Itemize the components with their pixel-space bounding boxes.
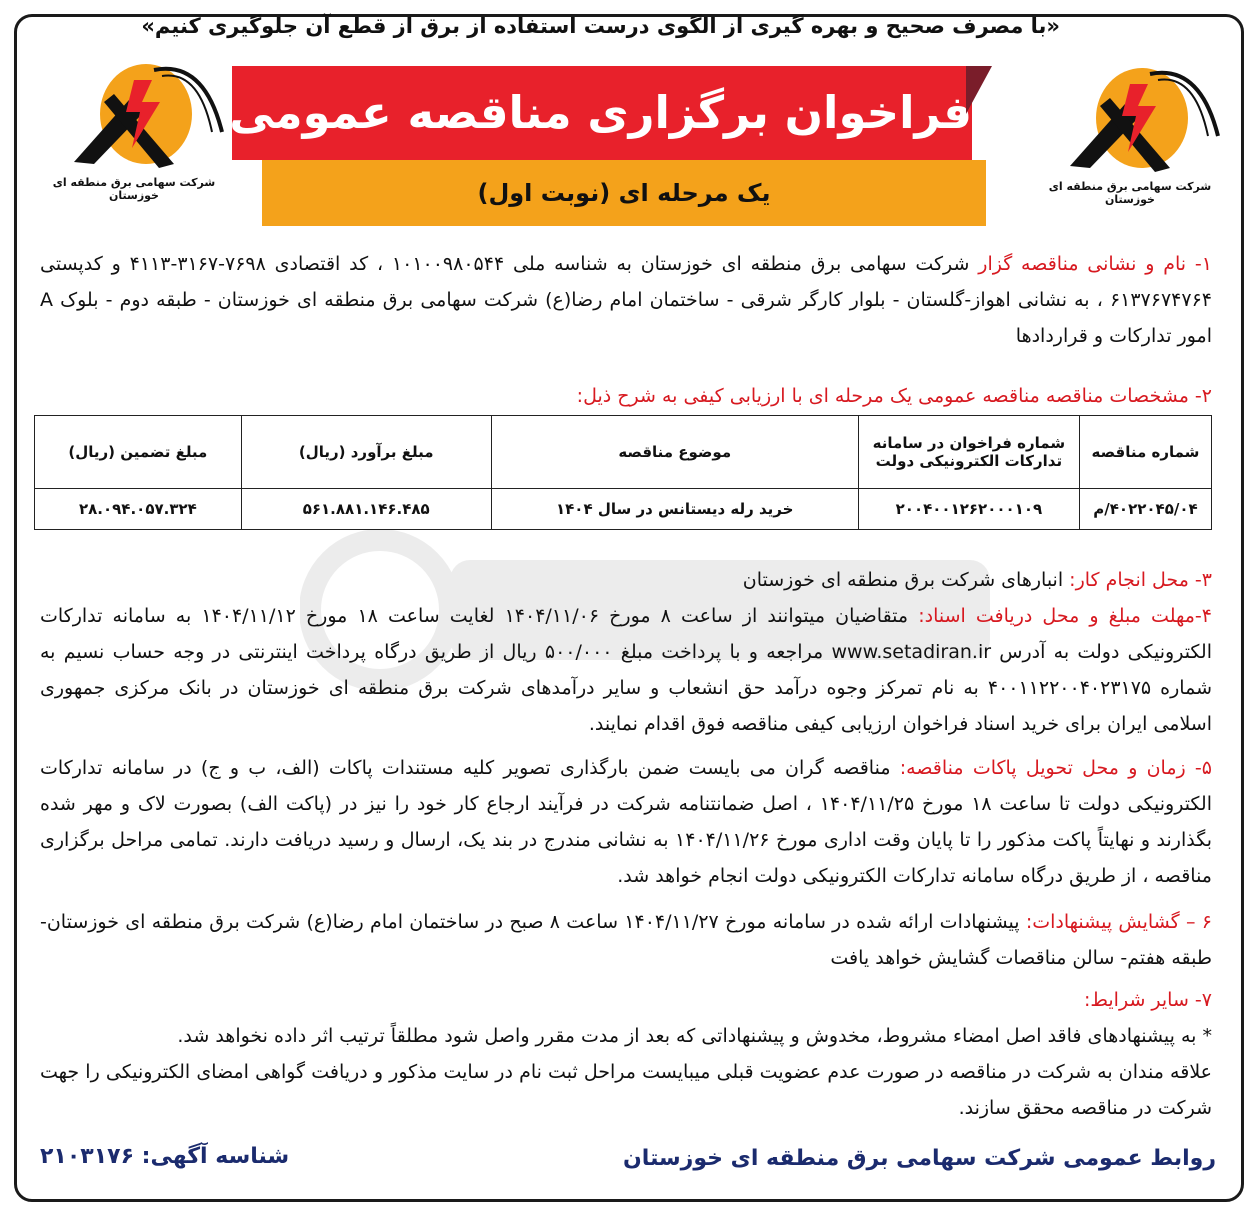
header-tender-number: شماره مناقصه (1079, 416, 1211, 489)
cell-guarantee: ۲۸.۰۹۴.۰۵۷.۳۲۴ (35, 489, 242, 530)
section-7-paragraph-2: علاقه مندان به شرکت در مناقصه در صورت عدم عضویت قبلی میبایست مراحل ثبت نام در سایت مذکور و دریافت گواهی امضای الکترونیکی را جهت شرکت در مناقصه محقق سازند. (40, 1061, 1212, 1119)
section-4 (40, 598, 1212, 742)
tender-table (34, 415, 1212, 530)
slogan: «با مصرف صحیح و بهره گیری از الگوی درست استفاده از برق از قطع آن جلوگیری کنیم» (141, 14, 1060, 38)
footer-public-relations: روابط عمومی شرکت سهامی برق منطقه ای خوزستان (623, 1146, 1216, 1171)
header-subject: موضوع مناقصه (491, 416, 858, 489)
section-3-label: ۳- محل انجام کار: (1069, 569, 1212, 591)
section-7-label: ۷- سایر شرایط: (1083, 989, 1212, 1011)
section-5 (40, 750, 1212, 894)
section-7 (40, 982, 1212, 1126)
section-1-text: شرکت سهامی برق منطقه ای خوزستان به شناسه ملی ۱۰۱۰۰۹۸۰۵۴۴ ، کد اقتصادی ۷۶۹۸-۳۱۶۷-۴۱۱۳ و کدپستی ۶۱۳۷۶۷۴۷۶۴ ، به نشانی اهواز-گلستان - بلوار کارگر شرقی - ساختمان امام رضا(ع) شرکت سهامی برق منطقه ای خوزستان - طبقه دوم - بلوک A امور تدارکات و قراردادها (40, 253, 1212, 347)
section-4-label: ۴-مهلت مبلغ و محل دریافت اسناد: (918, 605, 1213, 627)
section-7-paragraph-1: * به پیشنهادهای فاقد اصل امضاء مشروط، مخدوش و پیشنهاداتی که بعد از مدت مقرر واصل شود مطلقاً ترتیب اثر داده نخواهد شد. (177, 1025, 1212, 1047)
cell-estimate: ۵۶۱.۸۸۱.۱۴۶.۴۸۵ (241, 489, 491, 530)
section-1-label: ۱- نام و نشانی مناقصه گزار (978, 253, 1212, 275)
company-logo-right (1030, 56, 1230, 186)
table-header-row (35, 416, 1212, 489)
header-guarantee: مبلغ تضمین (ریال) (35, 416, 242, 489)
cell-tender-number: ۴۰۲۲۰۴۵/۰۴/م (1079, 489, 1211, 530)
table-row (35, 489, 1212, 530)
section-4-text: متقاضیان میتوانند از ساعت ۸ مورخ ۱۴۰۴/۱۱/۰۶ لغایت ساعت ۱۸ مورخ ۱۴۰۴/۱۱/۱۲ به سامانه تدارکات الکترونیکی دولت به آدرس www.setadiran.ir مراجعه و با پرداخت مبلغ ۵۰۰/۰۰۰ ریال از طریق درگاه پرداخت اینترنتی در وجه حساب نسیم به شماره ۴۰۰۱۱۲۲۰۰۴۰۲۳۱۷۵ به نام تمرکز وجوه درآمد حق انشعاب و سایر درآمدهای شرکت برق منطقه ای خوزستان در بانک مرکزی جمهوری اسلامی ایران برای خرید اسناد فراخوان ارزیابی کیفی مناقصه فوق اقدام نمایند. (40, 605, 1212, 735)
section-5-label: ۵- زمان و محل تحویل پاکات مناقصه: (899, 757, 1213, 779)
subtitle-banner: یک مرحله ای (نوبت اول) (262, 160, 986, 226)
section-1 (40, 246, 1212, 354)
cell-setad-number: ۲۰۰۴۰۰۱۲۶۲۰۰۰۱۰۹ (858, 489, 1079, 530)
footer-ad-id: شناسه آگهی: ۲۱۰۳۱۷۶ (40, 1144, 290, 1169)
section-6-text: پیشنهادات ارائه شده در سامانه مورخ ۱۴۰۴/۱۱/۲۷ ساعت ۸ صبح در ساختمان امام رضا(ع) شرکت برق منطقه ای خوزستان- طبقه هفتم- سالن مناقصات گشایش خواهد یافت (40, 911, 1212, 969)
header-setad-number: شماره فراخوان در سامانه تدارکات الکترونیکی دولت (858, 416, 1079, 489)
section-6-label: ۶ – گشایش پیشنهادات: (1025, 911, 1212, 933)
cell-subject: خرید رله دیستانس در سال ۱۴۰۴ (491, 489, 858, 530)
section-5-text: مناقصه گران می بایست ضمن بارگذاری تصویر کلیه مستندات پاکات (الف، ب و ج) در سامانه تدارکات الکترونیکی دولت تا ساعت ۱۸ مورخ ۱۴۰۴/۱۱/۲۵ ، اصل ضمانتنامه شرکت در فرآیند ارجاع کار خود را نیز در (پاکت الف) بصورت لاک و مهر شده بگذارند و نهایتاً پاکت مذکور را تا پایان وقت اداری مورخ ۱۴۰۴/۱۱/۲۶ به نشانی مندرج در بند یک، ارسال و رسید دریافت دارند. تمامی مراحل برگزاری مناقصه ، از طریق درگاه سامانه تدارکات الکترونیکی دولت انجام خواهد شد. (40, 757, 1212, 887)
section-6 (40, 904, 1212, 976)
company-logo-left (34, 52, 234, 182)
company-caption-right: شرکت سهامی برق منطقه ای خوزستان (1048, 180, 1212, 206)
section-2-heading: ۲- مشخصات مناقصه مناقصه عمومی یک مرحله ای با ارزیابی کیفی به شرح ذیل: (576, 385, 1212, 407)
header-estimate: مبلغ برآورد (ریال) (241, 416, 491, 489)
banner-fold (966, 66, 992, 114)
section-3-text: انبارهای شرکت برق منطقه ای خوزستان (742, 569, 1070, 591)
title-banner: فراخوان برگزاری مناقصه عمومی (232, 66, 972, 160)
section-3 (40, 562, 1212, 598)
company-caption-left: شرکت سهامی برق منطقه ای خوزستان (52, 176, 216, 202)
